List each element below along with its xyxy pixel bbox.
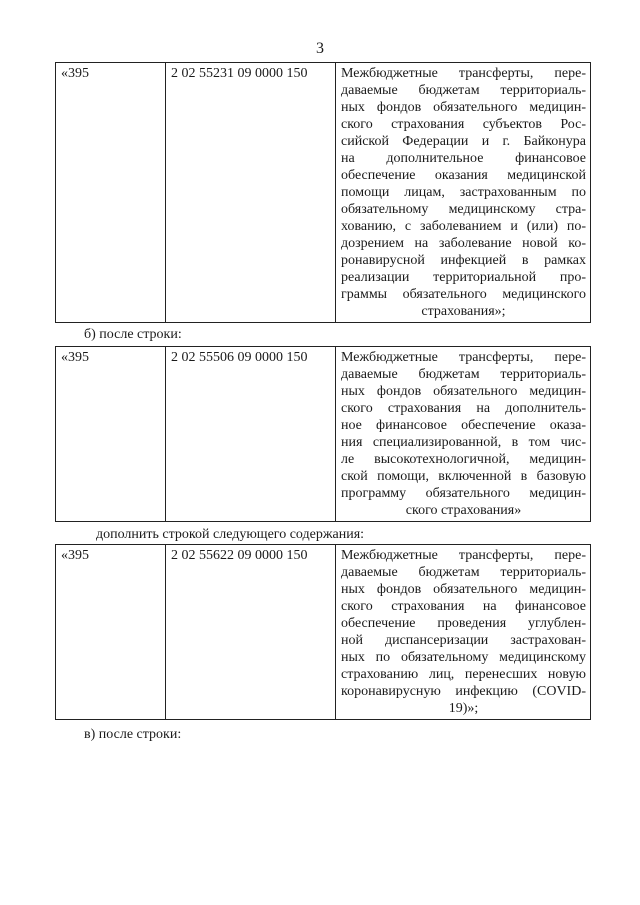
description-line: Межбюджетные трансферты, пере- (341, 548, 586, 563)
description-line: на дополнительное финансовое (341, 151, 586, 166)
kbk-code-cell: 2 02 55622 09 0000 150 (166, 545, 336, 720)
paragraph-b-after-row: б) после строки: (84, 327, 182, 342)
description-line: программу обязательного медицин- (341, 486, 586, 501)
description-line: сийской Федерации и г. Байконура (341, 134, 586, 149)
description-line: ных фондов обязательного медицин- (341, 582, 586, 597)
description-line: граммы обязательного медицинского (341, 287, 586, 302)
description-line: обеспечение проведения углублен- (341, 616, 586, 631)
kbk-code-cell: 2 02 55231 09 0000 150 (166, 63, 336, 323)
description-line: ронавирусной инфекцией в рамках (341, 253, 586, 268)
description-cell (336, 545, 591, 720)
description-line: 19)»; (448, 701, 479, 716)
table-row (56, 347, 591, 522)
description-line: даваемые бюджетам территориаль- (341, 367, 586, 382)
page-number: 3 (316, 40, 324, 57)
description-line: обязательному медицинскому стра- (341, 202, 586, 217)
description-line: помощи лицам, застрахованным по (341, 185, 586, 200)
description-line: ского страхования субъектов Рос- (341, 117, 586, 132)
budget-table-1 (55, 62, 591, 323)
description-line: страхованию лиц, перенесших новую (341, 667, 586, 682)
description-line: Межбюджетные трансферты, пере- (341, 66, 586, 81)
description-line: ле высокотехнологичной, медицин- (341, 452, 586, 467)
table-row (56, 63, 591, 323)
description-line: ных фондов обязательного медицин- (341, 384, 586, 399)
budget-table-3 (55, 544, 591, 720)
description-line: ского страхования» (405, 503, 522, 518)
description-line: ной диспансеризации застрахован- (341, 633, 586, 648)
description-line: ского страхования на дополнитель- (341, 401, 586, 416)
table-row (56, 545, 591, 720)
description-line: дозрением на заболевание новой ко- (341, 236, 586, 251)
description-line: коронавирусную инфекцию (COVID- (341, 684, 586, 699)
description-line: даваемые бюджетам территориаль- (341, 83, 586, 98)
description-line: ных по обязательному медицинскому (341, 650, 586, 665)
description-line: обеспечение оказания медицинской (341, 168, 586, 183)
description-cell (336, 347, 591, 522)
description-line: ния специализированной, в том чис- (341, 435, 586, 450)
budget-table-2 (55, 346, 591, 522)
description-line: Межбюджетные трансферты, пере- (341, 350, 586, 365)
description-line: ского страхования на финансовое (341, 599, 586, 614)
description-line: ных фондов обязательного медицин- (341, 100, 586, 115)
description-cell (336, 63, 591, 323)
kbk-code-cell: 2 02 55506 09 0000 150 (166, 347, 336, 522)
admin-code-cell: «395 (56, 545, 166, 720)
description-line: ской помощи, включенной в базовую (341, 469, 586, 484)
admin-code-cell: «395 (56, 347, 166, 522)
description-line: даваемые бюджетам территориаль- (341, 565, 586, 580)
description-line: страхования»; (421, 304, 506, 319)
paragraph-supplement: дополнить строкой следующего содержания: (96, 527, 365, 542)
paragraph-v-after-row: в) после строки: (84, 727, 182, 742)
description-line: реализации территориальной про- (341, 270, 586, 285)
description-line: ное финансовое обеспечение оказа- (341, 418, 586, 433)
admin-code-cell: «395 (56, 63, 166, 323)
description-line: хованию, с заболеванием и (или) по- (341, 219, 586, 234)
